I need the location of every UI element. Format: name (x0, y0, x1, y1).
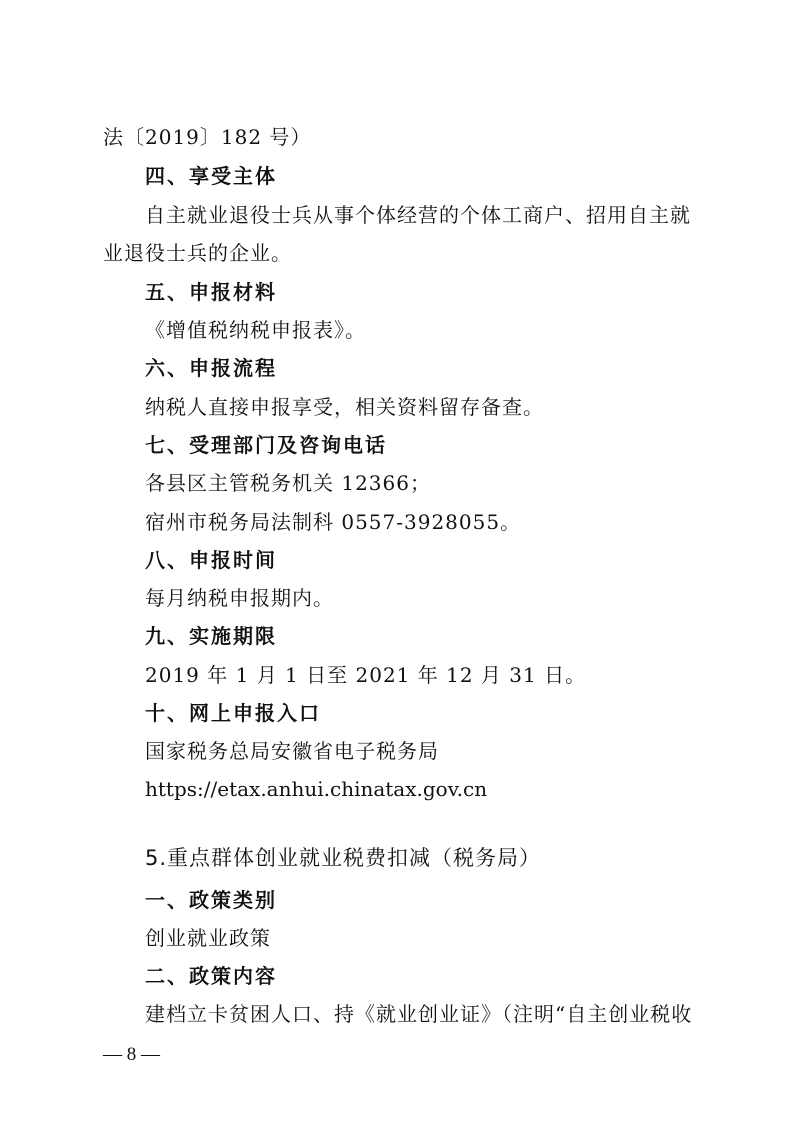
heading-period: 九、实施期限 (145, 624, 277, 648)
etax-url: https://etax.anhui.chinatax.gov.cn (145, 777, 488, 801)
heading-online-entry: 十、网上申报入口 (145, 701, 321, 725)
section-title: 5.重点群体创业就业税费扣减（税务局） (145, 846, 542, 870)
paragraph-line: 各县区主管税务机关 12366； (145, 471, 431, 495)
paragraph-line: 创业就业政策 (145, 926, 271, 950)
paragraph-line: 《增值税纳税申报表》。 (145, 318, 366, 342)
paragraph-line: 业退役士兵的企业。 (103, 241, 292, 265)
heading-department-contact: 七、受理部门及咨询电话 (145, 433, 387, 457)
paragraph-line: 建档立卡贫困人口、持《就业创业证》（注明“自主创业税收 (145, 1002, 693, 1026)
paragraph-line: 纳税人直接申报享受，相关资料留存备查。 (145, 395, 544, 419)
continuation-line: 法〔2019〕182 号） (103, 125, 312, 149)
paragraph-line: 宿州市税务局法制科 0557-3928055。 (145, 510, 522, 534)
heading-materials: 五、申报材料 (145, 280, 277, 304)
heading-process: 六、申报流程 (145, 356, 277, 380)
paragraph-line: 国家税务总局安徽省电子税务局 (145, 739, 439, 763)
heading-policy-content: 二、政策内容 (145, 964, 277, 988)
paragraph-line: 自主就业退役士兵从事个体经营的个体工商户、招用自主就 (145, 203, 691, 227)
paragraph-line: 每月纳税申报期内。 (145, 586, 334, 610)
heading-policy-category: 一、政策类别 (145, 888, 277, 912)
heading-filing-time: 八、申报时间 (145, 548, 277, 572)
page-number: — 8 — (103, 1044, 160, 1065)
heading-beneficiary: 四、享受主体 (145, 164, 277, 188)
paragraph-line: 2019 年 1 月 1 日至 2021 年 12 月 31 日。 (145, 663, 587, 687)
